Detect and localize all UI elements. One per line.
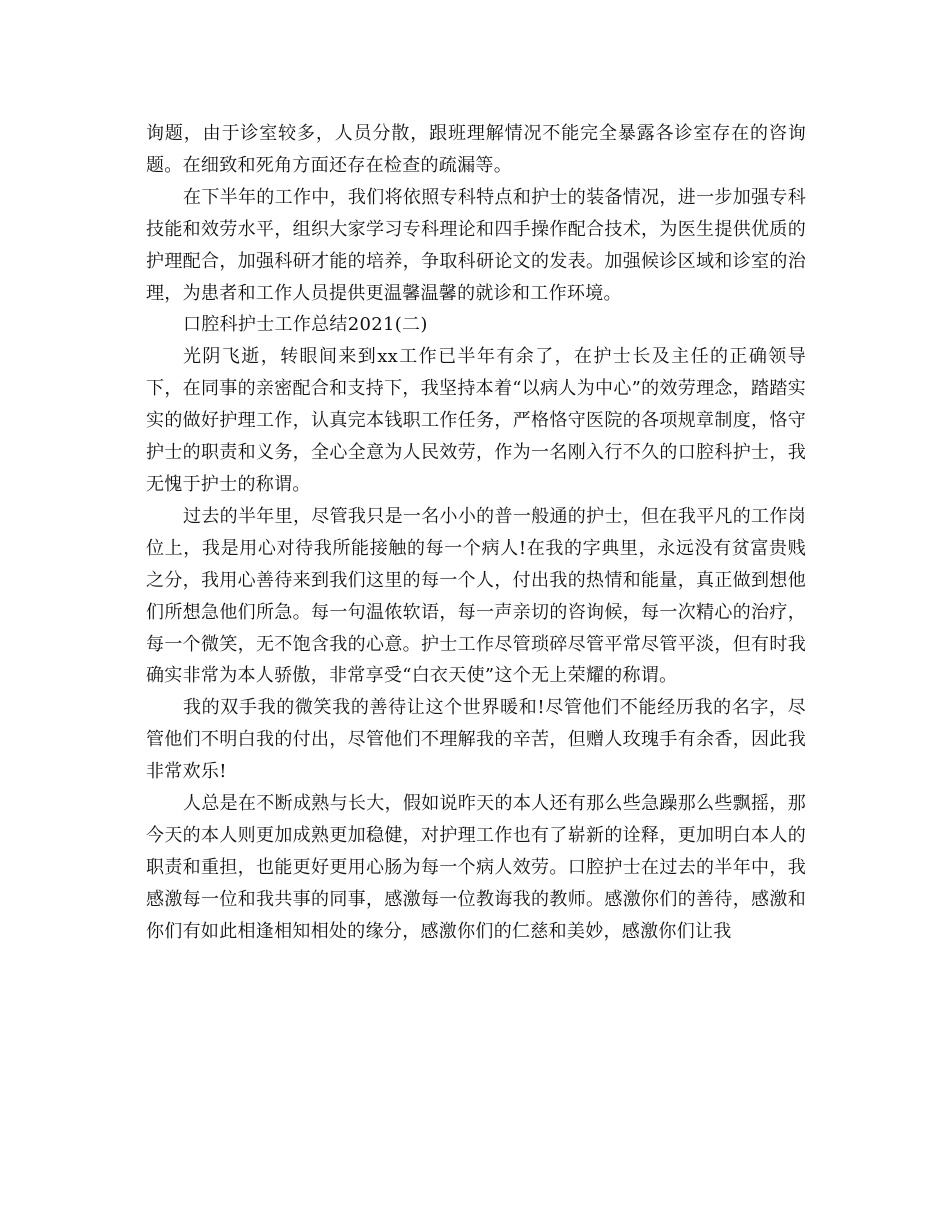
paragraph-intro: 光阴飞逝，转眼间来到xx工作已半年有余了，在护士长及主任的正确领导下，在同事的亲密配合和支持下，我坚持本着“以病人为中心”的效劳理念，踏踏实实的做好护理工作，认真完本钱职工作任务，严格恪守医院的各项规章制度，恪守护士的职责和义务，全心全意为人民效劳，作为一名刚入行不久的口腔科护士，我无愧于护士的称谓。 <box>146 346 806 495</box>
paragraph-continuation: 询题，由于诊室较多，人员分散，跟班理解情况不能完全暴露各诊室存在的咨询题。在细致和死角方面还存在检查的疏漏等。 <box>146 123 806 176</box>
paragraph-plan: 在下半年的工作中，我们将依照专科特点和护士的装备情况，进一步加强专科技能和效劳水平，组织大家学习专科理论和四手操作配合技术，为医生提供优质的护理配合，加强科研才能的培养，争取科研论文的发表。加强候诊区域和诊室的治理，为患者和工作人员提供更温馨温馨的就诊和工作环境。 <box>146 186 806 304</box>
paragraph-growth: 人总是在不断成熟与长大，假如说昨天的本人还有那么些急躁那么些飘摇，那今天的本人则更加成熟更加稳健，对护理工作也有了崭新的诠释，更加明白本人的职责和重担，也能更好更用心肠为每一个病人效劳。口腔护士在过去的半年中，我感激每一位和我共事的同事，感激每一位教诲我的教师。感激你们的善待，感激和你们有如此相逢相知相处的缘分，感激你们的仁慈和美妙，感激你们让我 <box>146 793 806 942</box>
paragraph-hands-smile: 我的双手我的微笑我的善待让这个世界暖和!尽管他们不能经历我的名字，尽管他们不明白我的付出，尽管他们不理解我的辛苦，但赠人玫瑰手有余香，因此我非常欢乐! <box>146 697 806 783</box>
section-heading: 口腔科护士工作总结2021(二) <box>183 314 428 336</box>
document-body <box>146 118 806 948</box>
paragraph-past-half-year: 过去的半年里，尽管我只是一名小小的普一般通的护士，但在我平凡的工作岗位上，我是用心对待我所能接触的每一个病人!在我的字典里，永远没有贫富贵贱之分，我用心善待来到我们这里的每一个人，付出我的热情和能量，真正做到想他们所想急他们所急。每一句温侬软语，每一声亲切的咨询候，每一次精心的治疗，每一个微笑，无不饱含我的心意。护士工作尽管琐碎尽管平常尽管平淡，但有时我确实非常为本人骄傲，非常享受“白衣天使”这个无上荣耀的称谓。 <box>146 505 806 687</box>
